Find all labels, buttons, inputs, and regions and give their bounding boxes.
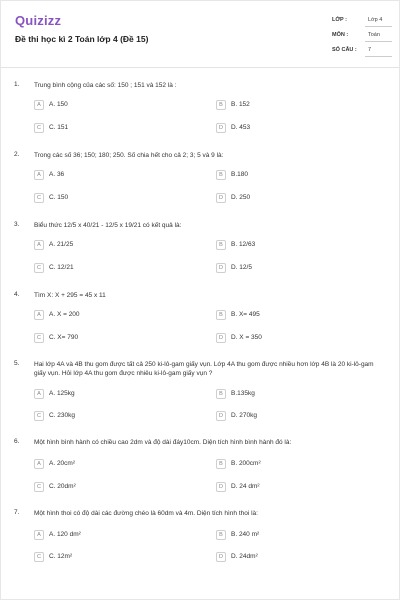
option-letter-box: D [216, 123, 226, 133]
option-letter-box: B [216, 100, 226, 110]
option-letter-box: A [34, 310, 44, 320]
question-text: Một hình bình hành có chiều cao 2dm và độ dài đáy10cm. Diện tích hình bình hành đó là: [34, 439, 292, 446]
option-letter-box: B [216, 310, 226, 320]
option-text: B.180 [231, 171, 248, 178]
option-letter-box: C [34, 263, 44, 273]
option-text: D. 24 dm² [231, 483, 260, 490]
meta-class-value: Lớp 4 [368, 17, 383, 23]
option-text: C. X= 790 [49, 334, 79, 341]
option-text: C. 20dm² [49, 483, 76, 490]
quizizz-logo: Quizizz [15, 13, 62, 28]
question-number: 7. [14, 509, 20, 516]
meta-count-underline [365, 56, 392, 57]
option-letter-box: A [34, 459, 44, 469]
option-letter-box: C [34, 193, 44, 203]
option-text: D. 270kg [231, 412, 258, 419]
option-letter-box: D [216, 411, 226, 421]
option-text: B.135kg [231, 390, 255, 397]
question-number: 1. [14, 81, 20, 88]
header-divider [1, 67, 400, 68]
option-text: C. 151 [49, 124, 69, 131]
option-text: A. 20cm² [49, 460, 76, 467]
question-number: 2. [14, 151, 20, 158]
question-text: Hai lớp 4A và 4B thu gom được tất cả 250 ki-lô-gam giấy vụn. Lớp 4A thu gom được nhiều hơn lớp 4B là 20 ki-lô-gam giấy vụn. Hỏi lớp 4A thu gom được nhiêu ki-lô-gam giấy vụn ? [34, 361, 374, 377]
meta-subject-underline [365, 41, 392, 42]
option-letter-box: A [34, 170, 44, 180]
option-text: C. 12m² [49, 553, 73, 560]
option-letter-box: C [34, 411, 44, 421]
option-text: B. 12/63 [231, 241, 256, 248]
option-letter-box: B [216, 459, 226, 469]
option-text: D. X = 350 [231, 334, 262, 341]
option-text: D. 453 [231, 124, 251, 131]
option-text: B. X= 495 [231, 311, 260, 318]
question-number: 6. [14, 438, 20, 445]
option-letter-box: B [216, 170, 226, 180]
option-letter-box: A [34, 100, 44, 110]
option-letter-box: D [216, 552, 226, 562]
meta-subject-value: Toán [368, 32, 380, 38]
option-letter-box: C [34, 552, 44, 562]
option-text: A. 150 [49, 101, 68, 108]
option-text: C. 12/21 [49, 264, 74, 271]
question-number: 5. [14, 360, 20, 367]
question-text: Trong các số 36; 150; 180; 250. Số chia hết cho cả 2; 3; 5 và 9 là: [34, 152, 224, 159]
option-letter-box: D [216, 193, 226, 203]
option-text: B. 152 [231, 101, 250, 108]
meta-count-value: 7 [368, 47, 372, 53]
header [1, 1, 400, 67]
option-letter-box: B [216, 389, 226, 399]
meta-count-label: SỐ CÂU : [332, 47, 357, 53]
option-letter-box: C [34, 333, 44, 343]
meta-subject-label: MÔN : [332, 32, 349, 38]
page-title: Đề thi học kì 2 Toán lớp 4 (Đề 15) [15, 34, 149, 44]
question-text: Tìm X: X + 295 = 45 x 11 [34, 292, 106, 299]
question-text: Một hình thoi có độ dài các đường chéo là 60dm và 4m. Diện tích hình thoi là: [34, 510, 258, 517]
option-text: A. X = 200 [49, 311, 80, 318]
question-text: Trung bình cộng của các số: 150 ; 151 và 152 là : [34, 82, 177, 89]
option-text: B. 200cm² [231, 460, 261, 467]
question-text: Biểu thức 12/5 x 40/21 - 12/5 x 19/21 có kết quả là: [34, 222, 182, 229]
option-letter-box: B [216, 530, 226, 540]
option-letter-box: D [216, 482, 226, 492]
meta-count [332, 45, 392, 57]
meta-class-underline [365, 26, 392, 27]
option-text: A. 21/25 [49, 241, 74, 248]
option-text: D. 24dm² [231, 553, 258, 560]
option-letter-box: A [34, 530, 44, 540]
option-text: D. 250 [231, 194, 251, 201]
option-text: D. 12/5 [231, 264, 252, 271]
meta-subject [332, 30, 392, 42]
option-letter-box: C [34, 482, 44, 492]
question-number: 4. [14, 291, 20, 298]
option-text: A. 36 [49, 171, 65, 178]
option-letter-box: D [216, 333, 226, 343]
meta-class-label: LỚP : [332, 17, 347, 23]
question-number: 3. [14, 221, 20, 228]
option-letter-box: C [34, 123, 44, 133]
option-text: C. 230kg [49, 412, 76, 419]
option-text: C. 150 [49, 194, 69, 201]
meta-class [332, 15, 392, 27]
option-text: A. 120 dm² [49, 531, 81, 538]
option-letter-box: D [216, 263, 226, 273]
option-letter-box: A [34, 240, 44, 250]
option-text: B. 240 m² [231, 531, 260, 538]
option-letter-box: B [216, 240, 226, 250]
option-letter-box: A [34, 389, 44, 399]
option-text: A. 125kg [49, 390, 75, 397]
